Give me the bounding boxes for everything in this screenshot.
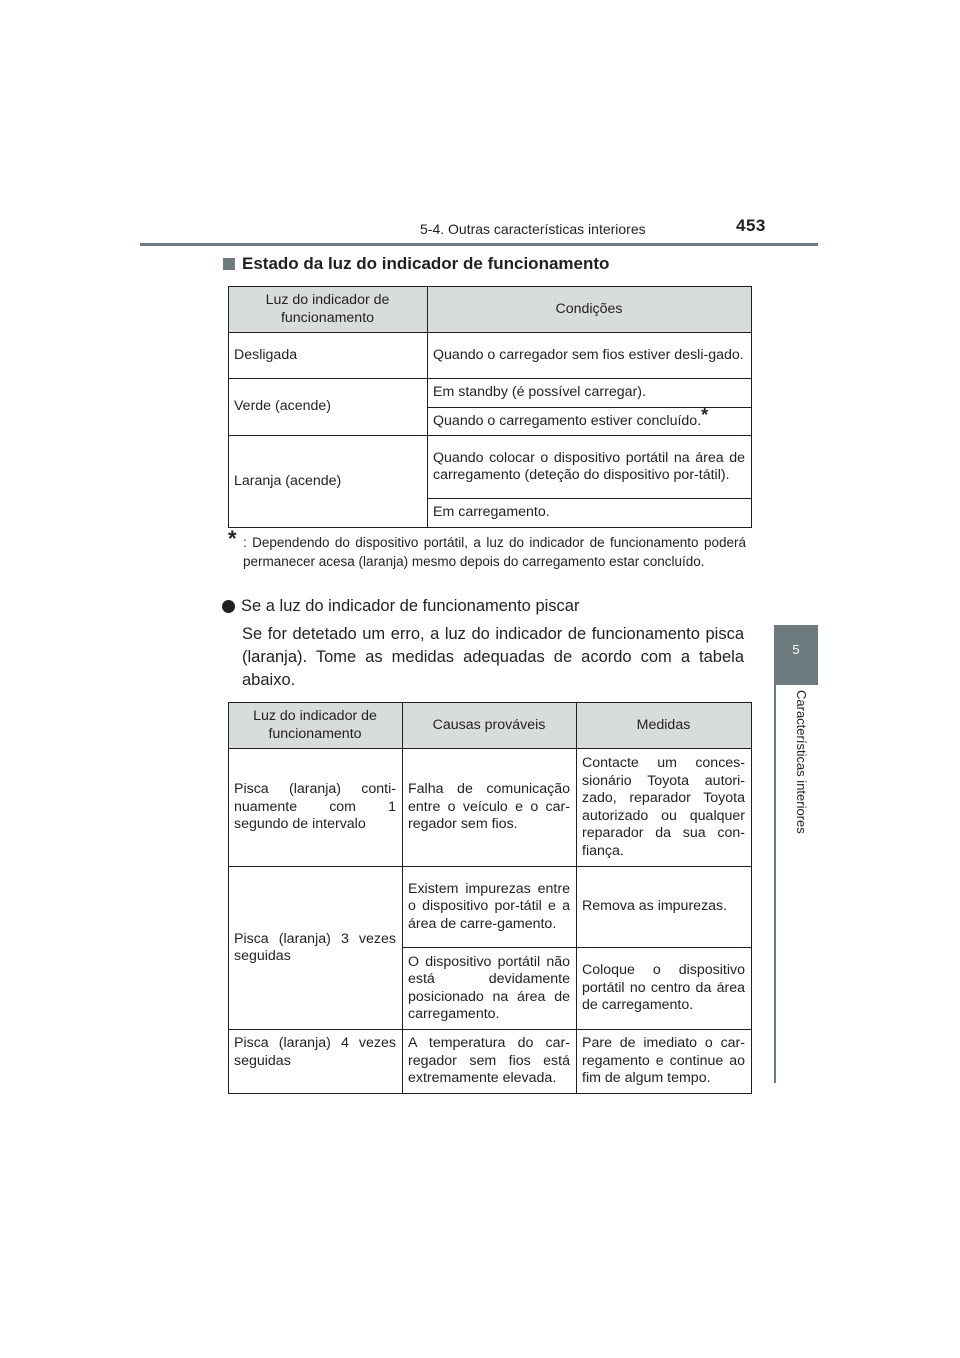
table2-measure-cell: Coloque o dispositivo portátil no centro da área de carregamento. (577, 948, 752, 1030)
table2-header-causes: Causas prováveis (403, 703, 577, 749)
bullet-title: Se a luz do indicador de funcionamento piscar (241, 597, 580, 615)
table2-cause-cell: O dispositivo portátil não está devidamente posicionado na área de carregamento. (403, 948, 577, 1030)
indicator-status-table (228, 286, 752, 528)
table1-header-light: Luz do indicador de funcionamento (229, 287, 428, 333)
table2-header-measures: Medidas (577, 703, 752, 749)
footnote (228, 526, 746, 571)
footnote-text: : Dependendo do dispositivo portátil, a luz do indicador de funcionamento poderá permanecer acesa (laranja) mesmo depois do carregamento estar concluído. (243, 535, 746, 569)
table1-condition-cell: Quando o carregador sem fios estiver desli-gado. (428, 333, 752, 379)
table2-measure-cell: Remova as impurezas. (577, 867, 752, 948)
page-number: 453 (736, 216, 766, 235)
header-section-title: 5-4. Outras características interiores (420, 221, 646, 237)
table1-condition-cell: Em carregamento. (428, 499, 752, 528)
table2-light-cell: Pisca (laranja) 3 vezes seguidas (229, 867, 403, 1030)
chapter-number: 5 (792, 642, 800, 657)
table1-light-cell: Verde (acende) (229, 379, 428, 436)
table2-cause-cell: Existem impurezas entre o dispositivo por-tátil e a área de carre-gamento. (403, 867, 577, 948)
table1-condition-cell: Quando colocar o dispositivo portátil na área de carregamento (deteção do dispositivo por-tátil). (428, 436, 752, 499)
chapter-tab (774, 625, 818, 685)
table1-header-conditions: Condições (428, 287, 752, 333)
table2-light-cell: Pisca (laranja) 4 vezes seguidas (229, 1030, 403, 1094)
table1-condition-text: Quando o carregamento estiver concluído. (433, 412, 702, 429)
asterisk-marker: * (701, 404, 709, 425)
bullet-heading (222, 597, 579, 616)
table2-header-light: Luz do indicador de funcionamento (229, 703, 403, 749)
header-rule (140, 243, 818, 246)
table2-measure-cell: Pare de imediato o car-regamento e continue ao fim de algum tempo. (577, 1030, 752, 1094)
table1-light-cell: Desligada (229, 333, 428, 379)
chapter-title: Características interiores (794, 690, 809, 834)
square-bullet-icon (223, 258, 235, 270)
table2-measure-cell: Contacte um conces-sionário Toyota autori-zado, reparador Toyota autorizado ou qualquer reparador da sua con-fiança. (577, 749, 752, 867)
subheading-text: Estado da luz do indicador de funcionamento (242, 254, 610, 273)
table1-condition-cell (428, 404, 752, 436)
table2-cause-cell: A temperatura do car-regador sem fios está extremamente elevada. (403, 1030, 577, 1094)
footnote-marker: * (228, 526, 237, 551)
table2-light-cell: Pisca (laranja) conti-nuamente com 1 segundo de intervalo (229, 749, 403, 867)
bullet-paragraph: Se for detetado um erro, a luz do indicador de funcionamento pisca (laranja). Tome as medidas adequadas de acordo com a tabela abaixo. (242, 625, 744, 689)
bullet-dot-icon (222, 600, 235, 613)
table1-light-cell: Laranja (acende) (229, 436, 428, 528)
blinking-indicator-table (228, 702, 752, 1094)
table2-cause-cell: Falha de comunicação entre o veículo e o car-regador sem fios. (403, 749, 577, 867)
section-subheading (223, 254, 609, 274)
table1-condition-cell: Em standby (é possível carregar). (428, 379, 752, 408)
